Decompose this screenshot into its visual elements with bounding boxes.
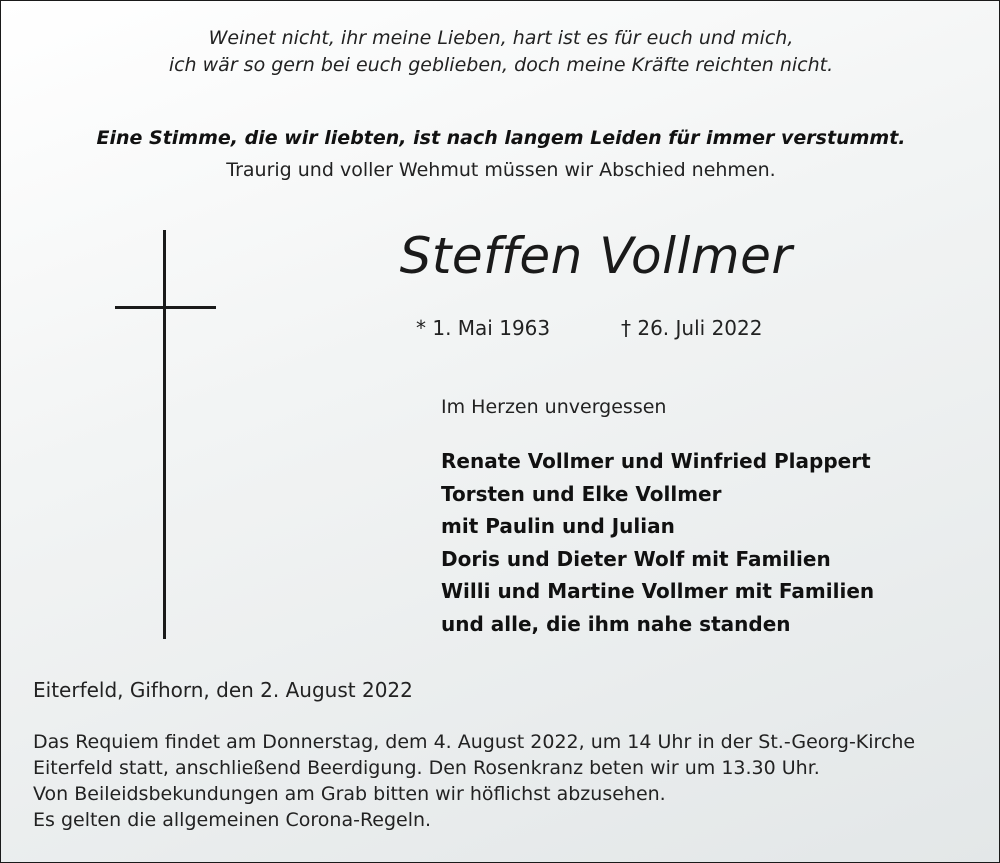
service-info-line: Von Beileidsbekundungen am Grab bitten wir höflichst abzusehen. xyxy=(33,783,666,805)
intro-subline: Traurig und voller Wehmut müssen wir Abschied nehmen. xyxy=(226,159,776,181)
mourner-line: Torsten und Elke Vollmer xyxy=(441,481,722,506)
poem-line-2: ich wär so gern bei euch geblieben, doch meine Kräfte reichten nicht. xyxy=(168,54,834,76)
mourner-line: und alle, die ihm nahe standen xyxy=(441,611,791,636)
intro-headline: Eine Stimme, die wir liebten, ist nach langem Leiden für immer verstummt. xyxy=(96,127,906,149)
mourner-line: mit Paulin und Julian xyxy=(441,514,675,538)
deceased-name: Steffen Vollmer xyxy=(399,227,793,285)
death-date: † 26. Juli 2022 xyxy=(621,316,763,340)
service-info-line: Das Requiem findet am Donnerstag, dem 4. August 2022, um 14 Uhr in der St.-Georg-Kirche xyxy=(33,731,916,753)
service-info-line: Eiterfeld statt, anschließend Beerdigung. Den Rosenkranz beten wir um 13.30 Uhr. xyxy=(33,757,820,779)
service-info-line: Es gelten die allgemeinen Corona-Regeln. xyxy=(33,809,432,831)
cross-vertical-bar xyxy=(163,230,166,639)
place-and-date: Eiterfeld, Gifhorn, den 2. August 2022 xyxy=(33,678,413,702)
mourner-line: Doris und Dieter Wolf mit Familien xyxy=(441,546,831,571)
remembrance-line: Im Herzen unvergessen xyxy=(441,396,667,418)
mourners-list xyxy=(441,445,874,640)
mourner-line: Renate Vollmer und Winfried Plappert xyxy=(441,449,871,473)
poem xyxy=(1,25,1000,79)
birth-date: * 1. Mai 1963 xyxy=(416,316,551,340)
cross-horizontal-bar xyxy=(115,306,216,309)
service-info xyxy=(33,729,915,833)
mourner-line: Willi und Martine Vollmer mit Familien xyxy=(441,579,875,603)
poem-line-1: Weinet nicht, ihr meine Lieben, hart ist es für euch und mich, xyxy=(208,27,794,49)
